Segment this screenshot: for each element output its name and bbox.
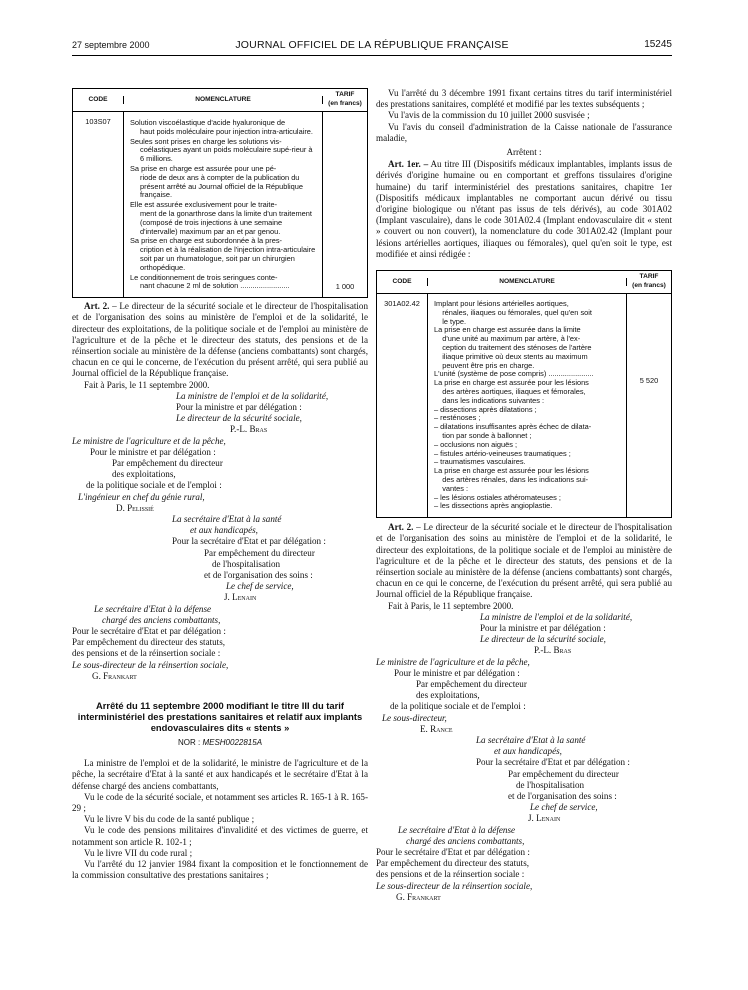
nomenclature-line: vantes : [434,483,469,493]
signature-line: Par empêchement du directeur [112,457,223,468]
vu-paragraph: Vu l'avis de la commission du 10 juillet 2000 susvisée ; [388,110,590,121]
issue-date: 27 septembre 2000 [72,40,150,50]
nomenclature-line: La prise en charge est assurée pour les lésions [434,466,589,476]
article-label: Art. 2. [84,301,110,312]
signature-line: et aux handicapés, [190,525,258,536]
nomenclature-line: dans les indications suivantes : [434,395,545,405]
nor-line [72,737,368,748]
entry-first-line: Sa prise en charge est assurée pour une pé- [130,163,277,173]
signature-line: Le sous-directeur de la réinsertion sociale, [376,880,533,891]
nomenclature-line: des artères aortiques, iliaques et fémorales, [434,387,586,397]
header-rule [72,55,672,56]
article-text: – Le directeur de la sécurité sociale et le directeur de l'hospitalisation et de l'organisation des soins au ministère de l'emploi et de la solidarité, le directeur des exploitations, de la politique sociale et de l'emploi au ministère de l'agriculture et de la pêche et le directeur des statuts, des pensions et de la réinsertion sociale au ministère de la défense (anciens combattants) sont chargés, chacun en ce qui le concerne, de l'exécution du présent arrêté, qui sera publié au Journal officiel de la République française. [72,301,368,379]
nomenclature-line: La prise en charge est assurée dans la limite [434,325,581,335]
nomenclature-line: le type. [434,316,467,326]
table-header [73,89,367,112]
nomenclature-entry [130,237,316,272]
signature-line: des exploitations, [416,690,480,701]
tarif-unit: (en francs) [328,100,362,107]
col-header-code: CODE [377,278,428,287]
nomenclature-line: – resténoses ; [434,413,481,423]
row-nomenclature [428,294,627,517]
signature-line: Par empêchement du directeur [204,547,315,558]
article-text: – Le directeur de la sécurité sociale et le directeur de l'hospitalisation et de l'organisation des soins au ministère de l'emploi et de la solidarité, le directeur des exploitations, de la politique sociale et de l'emploi au ministère de l'agriculture et de la pêche et le directeur des statuts, des pensions et de la réinsertion sociale au ministère de la défense (anciens combattants) sont chargés, chacun en ce qui le concerne, de l'exécution du présent arrêté, qui sera publié au Journal officiel de la République française. [376,522,672,600]
nomenclature-line: L'unité (système de pose compris) ...................... [434,369,594,379]
signature-line: Pour la ministre et par délégation : [480,623,606,633]
entry-continuation: ment de la gonarthrose dans la limite d'un traitement (composé de trois injections à une semaine d'intervalle) maximum par an et par genou. [140,208,312,236]
entry-continuation: cription et à la réalisation de l'injection intra-articulaire soit par un rhumatologue, soit par un chirurgien orthopédique. [140,245,316,272]
table-row [377,294,671,517]
col-header-tarif [323,91,367,109]
vu-paragraph: Vu le code de la sécurité sociale, et notamment ses articles R. 165-1 à R. 165-29 ; [72,791,368,814]
signatory-name: D. Pelissié [116,502,154,513]
signature-block-sante [376,735,672,825]
vu-paragraph: Vu l'arrêté du 12 janvier 1984 fixant la composition et le fonctionnement de la commission consultative des prestations sanitaires ; [72,859,368,881]
signature-line: Le directeur de la sécurité sociale, [176,413,302,424]
journal-title: JOURNAL OFFICIEL DE LA RÉPUBLIQUE FRANÇAISE [235,39,509,51]
nomenclature-line: – dilatations insuffisantes après échec de dilata- [434,422,592,432]
nomenclature-entry [130,201,316,236]
signatures-right [376,612,672,903]
nomenclature-entry [130,119,316,137]
entry-first-line: Solution viscoélastique d'acide hyaluronique de [130,118,286,127]
signatory-name: G. Frankart [396,891,441,902]
arretent: Arrêtent : [506,147,542,158]
col-header-tarif [627,273,671,291]
tariff-table-2 [376,270,672,518]
signature-line: et aux handicapés, [494,746,562,757]
nomenclature-entry [130,138,316,164]
arrete-vu-list [72,792,368,882]
article-label: Art. 2. [388,522,414,533]
signature-block-agri [376,657,672,735]
signature-line: chargé des anciens combattants, [102,614,221,625]
row-code: 301A02.42 [377,294,428,517]
signature-line: Le sous-directeur, [382,712,447,723]
row-tarif: 1 000 [335,282,355,292]
article-2-right [376,522,672,600]
signature-line: Pour le secrétaire d'Etat et par délégation : [72,626,226,637]
article-1 [376,159,672,260]
signature-block-emploi [376,612,672,657]
signatory-name: P.-L. Bras [534,645,572,656]
signature-line: Par empêchement du directeur des statuts, [376,858,530,869]
signature-line: Le ministre de l'agriculture et de la pêche, [376,656,530,667]
entry-continuation: riode de deux ans à compter de la publication du présent arrêté au Journal officiel de la République française. [140,172,303,200]
nor-value: MESH0022815A [202,738,263,748]
nomenclature-line: d'une unité au maximum par artère, à l'ex- [434,334,581,344]
vu-paragraph: Vu le livre V bis du code de la santé publique ; [84,814,255,825]
nomenclature-line: – les dissections après angioplastie. [434,501,553,511]
page-header [72,40,672,54]
nor-label: NOR : [177,738,201,748]
signature-line: de la politique sociale et de l'emploi : [390,701,526,712]
signature-line: Par empêchement du directeur [508,768,619,779]
signature-line: Pour la secrétaire d'Etat et par délégation : [172,536,326,547]
signature-line: La ministre de l'emploi et de la solidarité, [480,611,633,622]
col-header-code: CODE [73,96,124,105]
nomenclature-line: – fistules artério-veineuses traumatiques ; [434,448,571,458]
signature-block-emploi [72,391,368,436]
fait-a-paris-right: Fait à Paris, le 11 septembre 2000. [388,600,514,611]
signature-line: de l'hospitalisation [212,558,281,569]
signatures-left [72,391,368,682]
signature-line: Le ministre de l'agriculture et de la pêche, [72,435,226,446]
fait-a-paris-left: Fait à Paris, le 11 septembre 2000. [84,379,210,390]
signature-line: des pensions et de la réinsertion sociale : [72,648,221,659]
signature-line: Par empêchement du directeur des statuts, [72,637,226,648]
signatory-name: J. Lenain [528,813,561,824]
nomenclature-entry [130,165,316,200]
vu-paragraph: Vu le livre VII du code rural ; [84,847,193,858]
row-tarif: 5 520 [639,376,659,386]
nomenclature-line: iliaque primitive où deux stents au maximum [434,351,588,361]
signature-block-defense [376,825,672,903]
entry-continuation: nant chacune 2 ml de solution ........................ [140,281,290,291]
nomenclature-line: – traumatismes vasculaires. [434,457,526,467]
tarif-label: TARIF [639,273,659,281]
nomenclature-line: tion par sonde à ballonnet ; [434,431,532,440]
row-code: 103S07 [73,112,124,297]
signature-line: Pour la secrétaire d'Etat et par délégation : [476,757,630,768]
signature-line: Pour le ministre et par délégation : [394,667,520,678]
left-column [72,88,368,881]
signature-line: Par empêchement du directeur [416,679,527,690]
vu-paragraph: Vu l'avis du conseil d'administration de la Caisse nationale de l'assurance maladie, [376,121,672,143]
table-row [73,112,367,297]
col-header-nomenclature: NOMENCLATURE [428,278,627,287]
entry-continuation: coélastiques ayant un poids moléculaire supé-rieur à 6 millions. [140,145,313,164]
nomenclature-line: ception du traitement des sténoses de l'artère [434,343,592,353]
signatory-name: J. Lenain [224,592,257,603]
article-1-text: Au titre III (Dispositifs médicaux implantables, implants issus de dérivés d'origine humaine ou en comportant et greffons tissulaires d'origine humaine) du tarif interministériel des prestations sanitaires, chapitre 1er (Dispositifs médicaux implantables ne comportant aucun dérivé ou tissu d'origine biologique ou n'étant pas issus de tels dérivés), au code 301A02 (Implant vasculaire), dans le code 301A02.4 (Implant endovasculaire dit « stent » couvert ou non couvert), la nomenclature du code 301A02.42 (Implant pour lésions artérielles aortiques, iliaques ou fémorales), quel qu'en soit le type, est modifiée et ainsi rédigée : [376,159,672,259]
signature-line: des exploitations, [112,469,176,480]
nomenclature-line: peuvent être pris en charge. [434,360,535,370]
entry-first-line: Elle est assurée exclusivement pour le traite- [130,200,278,210]
entry-continuation: haut poids moléculaire pour injection intra-articulaire. [140,126,313,136]
signatory-name: E. Rance [420,723,453,734]
entry-first-line: Sa prise en charge est subordonnée à la pres- [130,236,283,246]
tarif-unit: (en francs) [632,282,666,290]
signature-line: Le chef de service, [226,581,294,592]
signature-line: Pour la ministre et par délégation : [176,401,302,412]
nomenclature-line: rénales, iliaques ou fémorales, quel qu'en soit [434,307,592,317]
signature-line: La secrétaire d'Etat à la santé [172,514,282,524]
signature-line: chargé des anciens combattants, [406,835,525,846]
col-header-nomenclature: NOMENCLATURE [124,96,323,105]
table-header [377,271,671,294]
signature-block-agri [72,436,368,514]
signature-line: de la politique sociale et de l'emploi : [86,480,222,491]
signature-line: Le directeur de la sécurité sociale, [480,634,606,645]
arrete-block [72,700,368,881]
row-tarif-cell [627,294,671,517]
signature-line: de l'hospitalisation [516,779,585,790]
row-nomenclature [124,112,323,297]
signatory-name: P.-L. Bras [230,424,268,435]
signature-line: et de l'organisation des soins : [508,791,617,802]
article-2-left [72,301,368,379]
signature-line: La secrétaire d'Etat à la santé [476,735,586,746]
signature-line: L'ingénieur en chef du génie rural, [78,491,205,502]
article-1-label: Art. 1er. – [388,159,429,170]
nomenclature-line: La prise en charge est assurée pour les lésions [434,378,589,388]
nomenclature-line: – les lésions ostiales athéromateuses ; [434,492,561,502]
nomenclature-line: des artères rénales, dans les indications sui- [434,474,589,484]
tarif-label: TARIF [335,91,355,99]
vu-paragraph: Vu l'arrêté du 3 décembre 1991 fixant certains titres du tarif interministériel des prestations sanitaires, complété et modifié par les textes subséquents ; [376,88,672,110]
nomenclature-line: Implant pour lésions artérielles aortiques, [434,299,569,309]
signature-line: La ministre de l'emploi et de la solidarité, [176,390,329,401]
entry-first-line: Le conditionnement de trois seringues conte- [130,272,278,282]
right-vu-list [376,88,672,144]
signature-line: Le chef de service, [530,802,598,813]
signature-line: Le sous-directeur de la réinsertion sociale, [72,659,229,670]
signature-line: Pour le secrétaire d'Etat et par délégation : [376,847,530,858]
signature-line: Le secrétaire d'Etat à la défense [94,603,212,614]
signature-block-sante [72,514,368,604]
tariff-table-1 [72,88,368,298]
arrete-intro: La ministre de l'emploi et de la solidarité, le ministre de l'agriculture et de la pêche, la secrétaire d'Etat à la santé et aux handicapés et le secrétaire d'Etat à la défense chargé des anciens combattants, [72,758,368,791]
entry-first-line: Seules sont prises en charge les solutions vis- [130,136,282,146]
nomenclature-line: – occlusions non aiguës ; [434,439,517,449]
signature-line: des pensions et de la réinsertion sociale : [376,869,525,880]
nomenclature-entry [130,274,316,292]
row-tarif-cell [323,112,367,297]
vu-paragraph: Vu le code des pensions militaires d'invalidité et des victimes de guerre, et notamment son article R. 102-1 ; [72,825,368,847]
page-number: 15245 [644,39,672,50]
nomenclature-line: – dissections après dilatations ; [434,404,537,414]
signature-block-defense [72,604,368,682]
signatory-name: G. Frankart [92,670,137,681]
arrete-title: Arrêté du 11 septembre 2000 modifiant le titre III du tarif interministériel des prestations sanitaires et relatif aux implants endovasculaires dits « stents » [77,700,363,734]
signature-line: et de l'organisation des soins : [204,570,313,581]
signature-line: Pour le ministre et par délégation : [90,446,216,457]
right-column [376,88,672,903]
signature-line: Le secrétaire d'Etat à la défense [398,824,516,835]
